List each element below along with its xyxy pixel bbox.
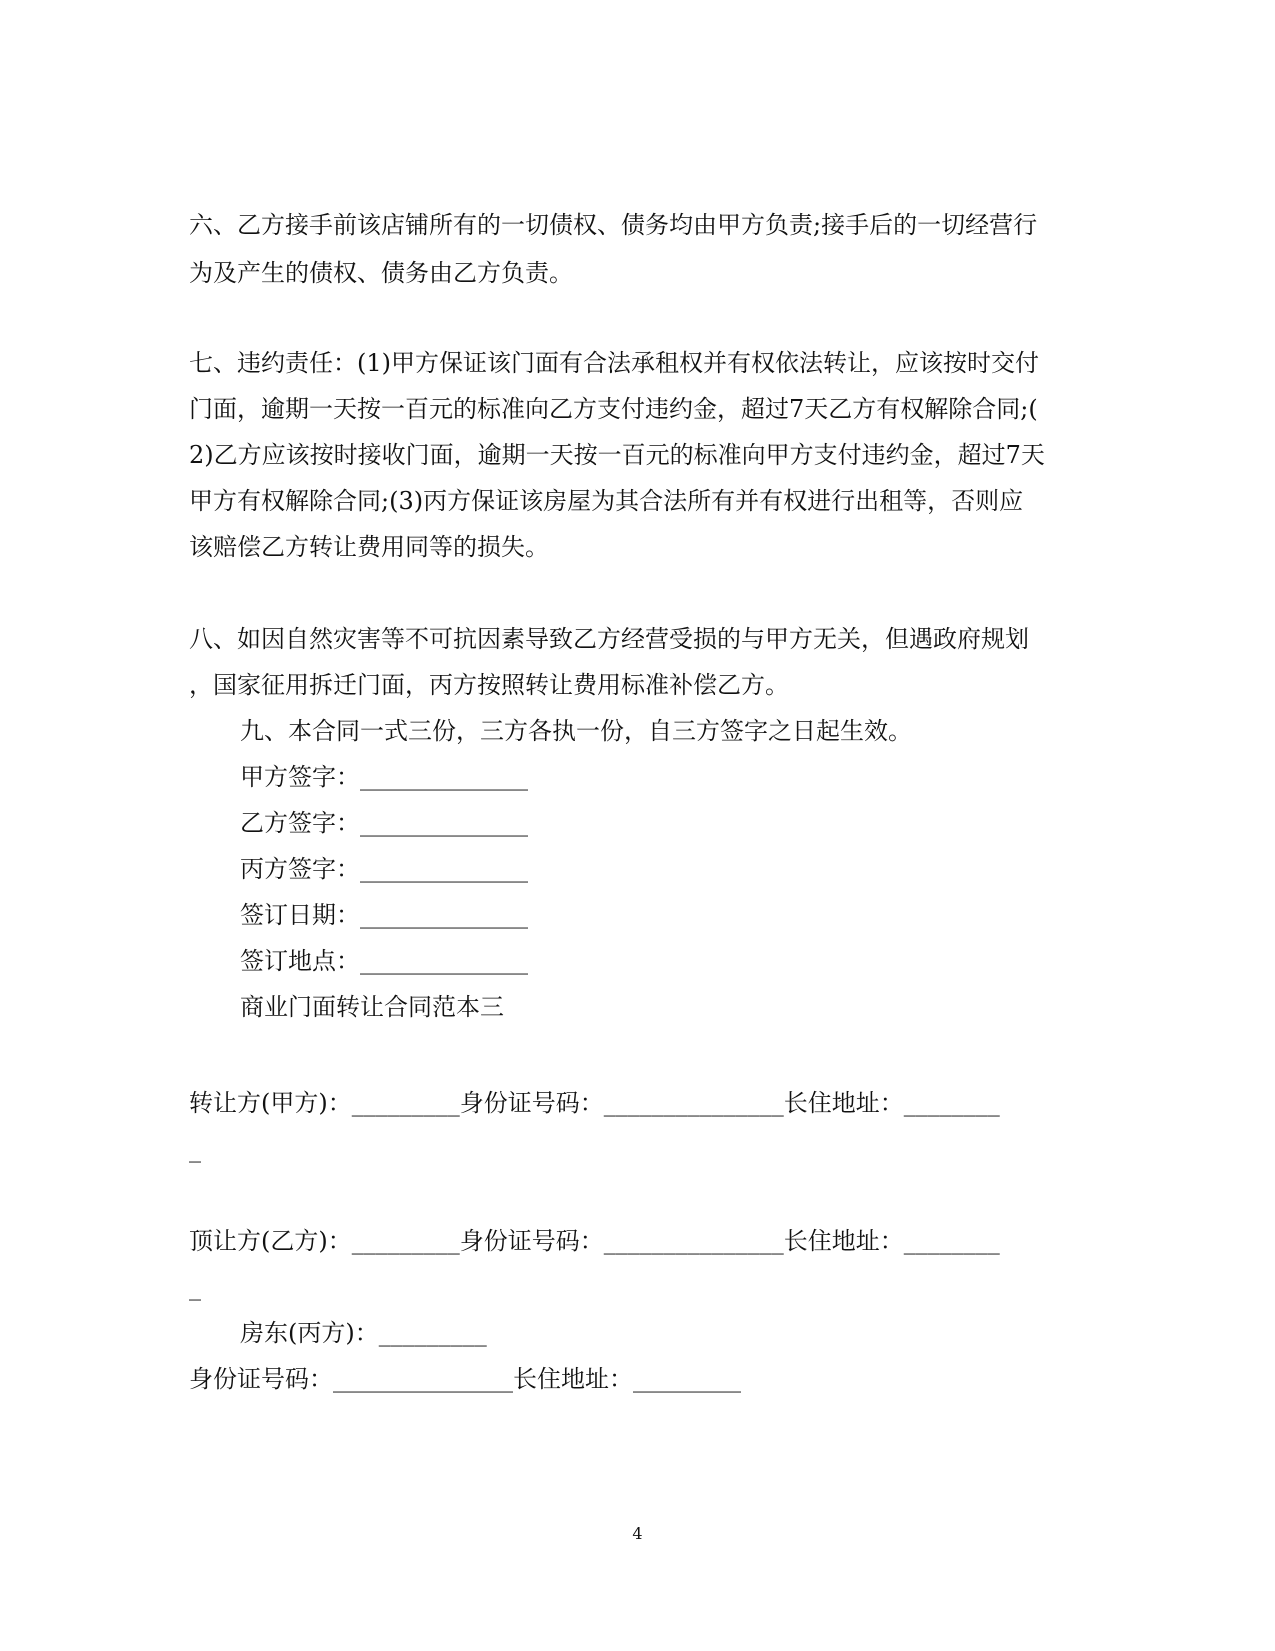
transferee-info-continuation: _: [189, 1273, 201, 1301]
clause-7-line-3: 2)乙方应该按时接收门面，逾期一天按一百元的标准向甲方支付违约金，超过7天: [189, 441, 1045, 469]
clause-7-line-2: 门面，逾期一天按一百元的标准向乙方支付违约金，超过7天乙方有权解除合同;(: [189, 395, 1038, 423]
party-b-signature-line: 乙方签字：______________: [240, 809, 528, 837]
party-c-signature-line: 丙方签字：______________: [240, 855, 528, 883]
landlord-id-address-line: 身份证号码：_______________长住地址：_________: [189, 1365, 741, 1393]
transferor-info-line: 转让方(甲方)：_________身份证号码：_______________长住地址：________: [189, 1089, 1000, 1117]
clause-7-line-4: 甲方有权解除合同;(3)丙方保证该房屋为其合法所有并有权进行出租等，否则应: [189, 487, 1024, 515]
clause-8-line-2: ，国家征用拆迁门面，丙方按照转让费用标准补偿乙方。: [189, 671, 789, 699]
clause-7-line-1: 七、违约责任：(1)甲方保证该门面有合法承租权并有权依法转让，应该按时交付: [189, 349, 1039, 377]
transferee-info-line: 顶让方(乙方)：_________身份证号码：_______________长住地址：________: [189, 1227, 1000, 1255]
clause-6-line-1: 六、乙方接手前该店铺所有的一切债权、债务均由甲方负责;接手后的一切经营行: [189, 211, 1038, 239]
signing-date-line: 签订日期：______________: [240, 901, 528, 929]
signing-place-line: 签订地点：______________: [240, 947, 528, 975]
party-a-signature-line: 甲方签字：______________: [240, 763, 528, 791]
transferor-info-continuation: _: [189, 1135, 201, 1163]
landlord-line: 房东(丙方)：_________: [240, 1319, 487, 1347]
clause-6-line-2: 为及产生的债权、债务由乙方负责。: [189, 259, 573, 287]
page-number: 4: [632, 1524, 643, 1543]
clause-7-line-5: 该赔偿乙方转让费用同等的损失。: [189, 533, 549, 561]
template-title-line: 商业门面转让合同范本三: [240, 993, 504, 1021]
clause-8-line-1: 八、如因自然灾害等不可抗因素导致乙方经营受损的与甲方无关，但遇政府规划: [189, 625, 1029, 653]
clause-9-line: 九、本合同一式三份，三方各执一份，自三方签字之日起生效。: [240, 717, 912, 745]
